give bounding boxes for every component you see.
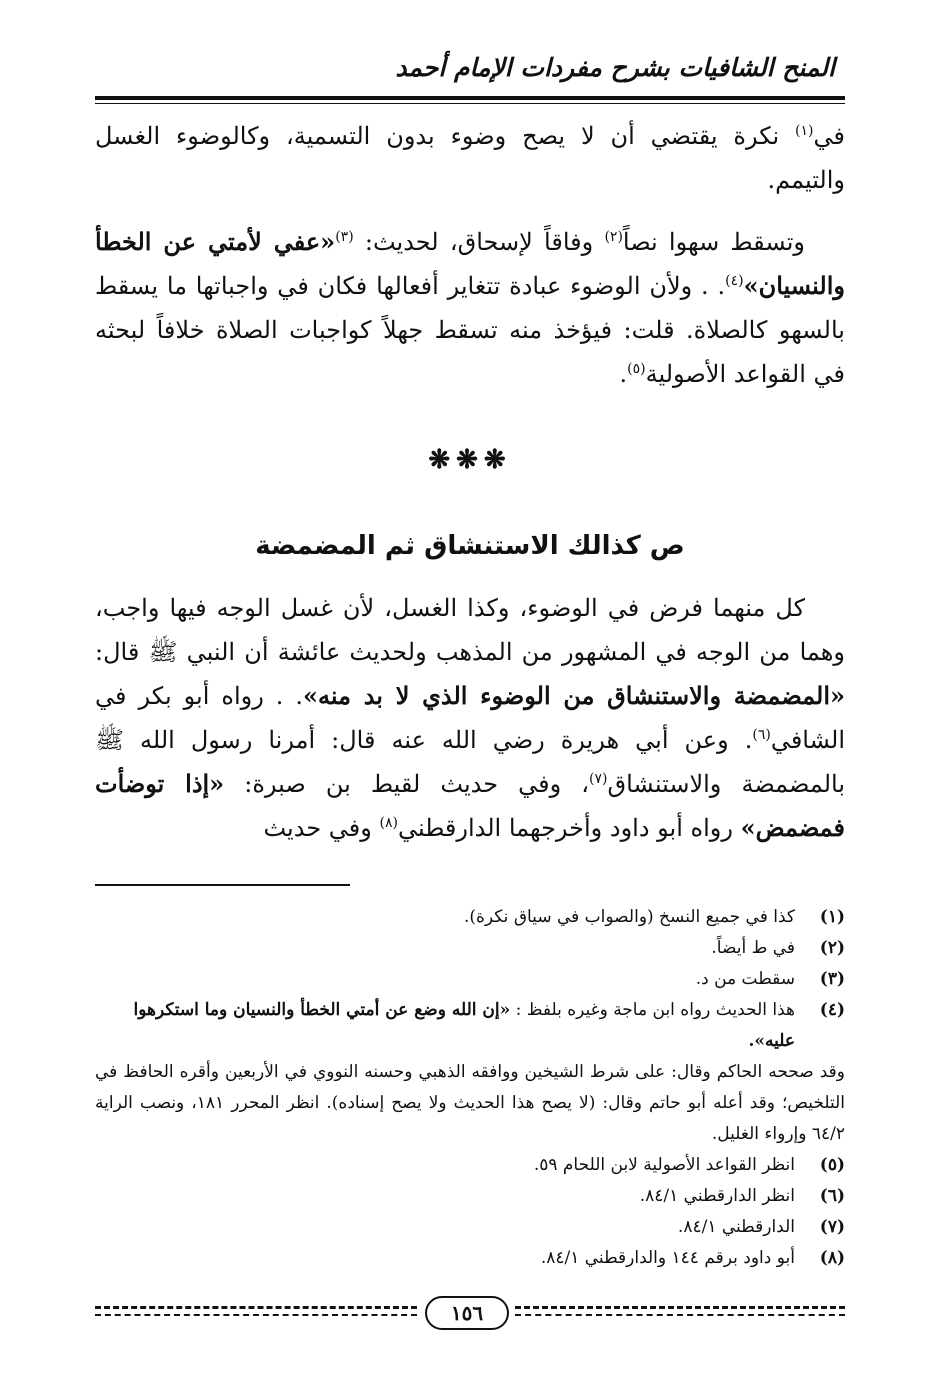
footnote-number: (٣) bbox=[819, 968, 845, 989]
footnote-text: الدارقطني ٨٤/١. bbox=[677, 1216, 795, 1237]
section-paragraph bbox=[95, 586, 845, 850]
footnote-number: (٧) bbox=[819, 1216, 845, 1237]
footnote-number: (٦) bbox=[819, 1185, 845, 1206]
footnote-ref-2[interactable]: (٢) bbox=[604, 229, 623, 245]
footnote-text: كذا في جميع النسخ (والصواب في سياق نكرة). bbox=[463, 906, 795, 927]
footnote-ref-4[interactable]: (٤) bbox=[725, 273, 744, 289]
text-run: . وعن أبي هريرة رضي الله عنه قال: أمرنا رسول الله ﷺ بالمضمضة والاستنشاق bbox=[95, 726, 845, 798]
page-footer bbox=[95, 1296, 845, 1330]
text-run: في bbox=[813, 122, 845, 150]
footnote-number: (٤) bbox=[819, 999, 845, 1020]
footnote-item bbox=[95, 1150, 845, 1181]
text-run: وفي حديث bbox=[263, 814, 380, 842]
text-run: ، وفي حديث لقيط بن صبرة: bbox=[224, 770, 590, 798]
footnote-rule bbox=[95, 884, 350, 886]
footnote-text: أبو داود برقم ١٤٤ والدارقطني ٨٤/١. bbox=[540, 1247, 795, 1268]
footnote-text bbox=[95, 995, 795, 1057]
footnote-item bbox=[95, 933, 845, 964]
text-run: وتسقط سهوا نصاً bbox=[622, 228, 806, 256]
text-run: كل منهما فرض في الوضوء، وكذا الغسل، لأن غسل الوجه فيها واجب، وهما من الوجه في المشهور من المذهب ولحديث عائشة أن النبي ﷺ قال: bbox=[95, 594, 845, 666]
footnote-ref-7[interactable]: (٧) bbox=[589, 771, 608, 787]
text-run: . bbox=[619, 360, 628, 388]
section-separator: ❋❋❋ bbox=[428, 445, 512, 475]
footnote-ref-5[interactable]: (٥) bbox=[627, 361, 646, 377]
footnote-continuation: وقد صححه الحاكم وقال: على شرط الشيخين ووافقه الذهبي وحسنه النووي في الأربعين وأقره الحافظ في التلخيص؛ وقد أعله أبو حاتم وقال: (لا يصح هذا الحديث ولا يصح إسناده). انظر المحرر ١٨١، ونصب الراية ٦٤/٢ وإرواء الغليل. bbox=[95, 1061, 845, 1144]
hadith-quote: «إذا توضأت فمضمض» bbox=[95, 769, 845, 842]
page bbox=[95, 48, 845, 1274]
footnote-item bbox=[95, 1181, 845, 1212]
footnote-ref-1[interactable]: (١) bbox=[795, 123, 814, 139]
text-run: هذا الحديث رواه ابن ماجة وغيره بلفظ : bbox=[510, 999, 795, 1020]
footer-dash-right bbox=[515, 1306, 845, 1309]
text-run: . . رواه أبو بكر في الشافي bbox=[95, 682, 845, 754]
running-head-title: المنح الشافيات بشرح مفردات الإمام أحمد bbox=[395, 53, 835, 82]
page-number: ١٥٦ bbox=[425, 1296, 509, 1330]
hadith-quote: «عفي لأمتي عن الخطأ والنسيان» bbox=[95, 227, 845, 300]
section-heading: ص كذالك الاستنشاق ثم المضمضة bbox=[255, 531, 685, 561]
header-rule-thick bbox=[95, 96, 845, 100]
footnote-number: (٢) bbox=[819, 937, 845, 958]
footnote-item bbox=[95, 995, 845, 1057]
paragraph-1 bbox=[95, 114, 845, 202]
footnote-item bbox=[95, 1212, 845, 1243]
footnote-text: سقطت من د. bbox=[695, 968, 795, 989]
footnote-item bbox=[95, 964, 845, 995]
footnote-ref-8[interactable]: (٨) bbox=[379, 815, 398, 831]
footer-dash-right-2 bbox=[515, 1314, 845, 1316]
footnote-item bbox=[95, 902, 845, 933]
footnote-number: (٥) bbox=[819, 1154, 845, 1175]
footnote-item bbox=[95, 1243, 845, 1274]
footer-dash-left bbox=[95, 1306, 417, 1309]
header-rule-thin bbox=[95, 103, 845, 104]
hadith-quote: «إن الله وضع عن أمتي الخطأ والنسيان وما استكرهوا عليه». bbox=[133, 999, 795, 1051]
footnote-number: (١) bbox=[819, 906, 845, 927]
footer-dash-left-2 bbox=[95, 1314, 417, 1316]
text-run: . . ولأن الوضوء عبادة تتغاير أفعالها فكان في واجباتها ما يسقط بالسهو كالصلاة. قلت: فيؤخذ منه تسقط جهلاً كواجبات الصلاة خلافاً لبحثه في القواعد الأصولية bbox=[95, 272, 845, 388]
text-run: نكرة يقتضي أن لا يصح وضوء بدون التسمية، وكالوضوء الغسل والتيمم. bbox=[95, 122, 845, 194]
footnote-text: في ط أيضاً. bbox=[711, 937, 795, 958]
hadith-quote: «المضمضة والاستنشاق من الوضوء الذي لا بد منه» bbox=[303, 681, 845, 710]
footnote-number: (٨) bbox=[819, 1247, 845, 1268]
footnote-ref-6[interactable]: (٦) bbox=[752, 727, 771, 743]
footnote-text: انظر الدارقطني ٨٤/١. bbox=[639, 1185, 795, 1206]
footnotes-list bbox=[95, 902, 845, 1274]
footnote-ref-3[interactable]: (٣) bbox=[335, 229, 354, 245]
text-run: وفاقاً لإسحاق، لحديث: bbox=[353, 228, 605, 256]
paragraph-2 bbox=[95, 220, 845, 396]
text-run: رواه أبو داود وأخرجهما الدارقطني bbox=[397, 814, 741, 842]
footnote-text: انظر القواعد الأصولية لابن اللحام ٥٩. bbox=[533, 1154, 795, 1175]
